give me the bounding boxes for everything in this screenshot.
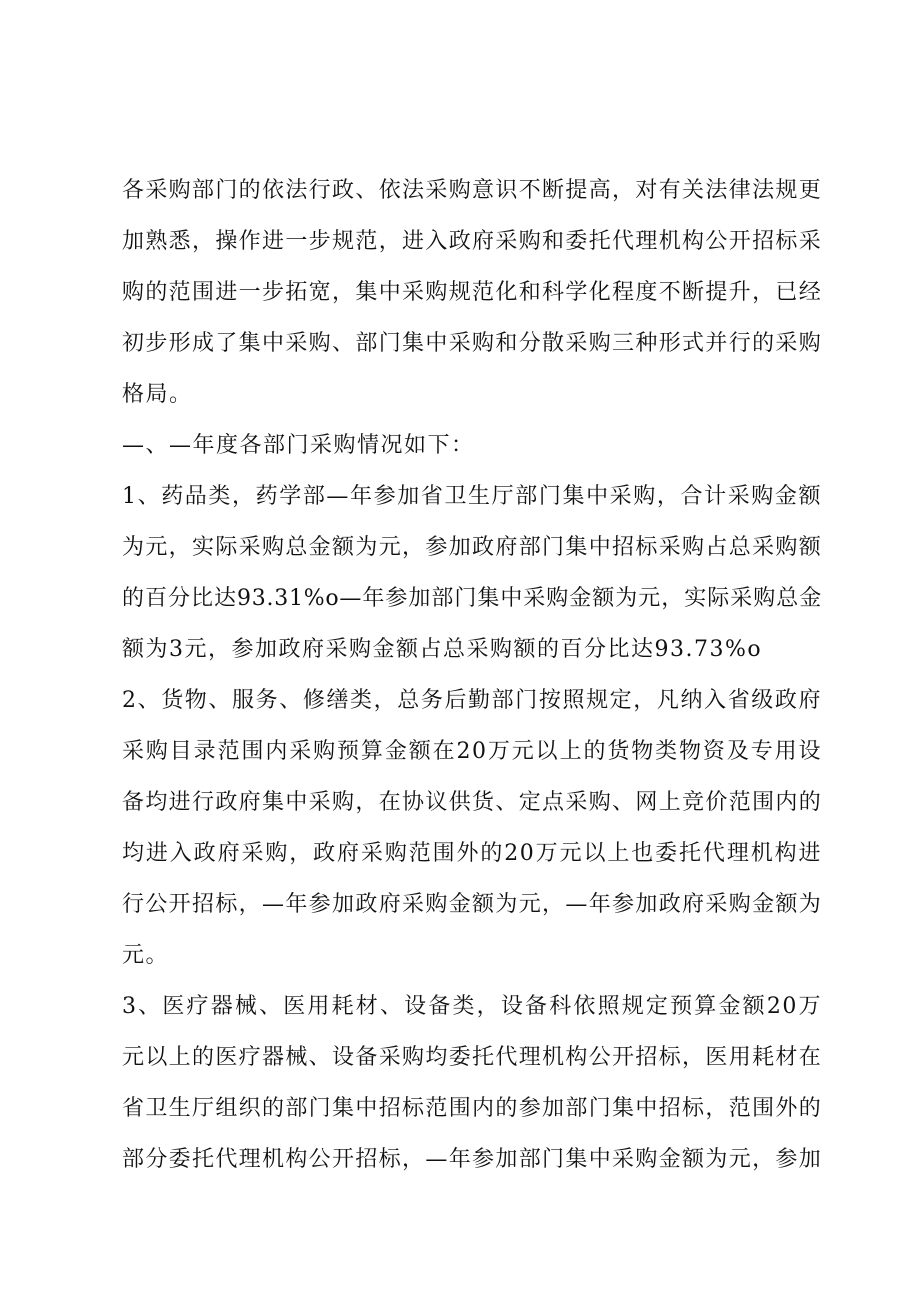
paragraph-line: 各采购部门的依法行政、依法采购意识不断提高，对有关法律法规更 [122, 178, 822, 203]
paragraph-line: 元。 [122, 943, 170, 968]
paragraph-line: 1、药品类，药学部—年参加省卫生厅部门集中采购，合计采购金额 [122, 484, 822, 509]
paragraph-line: 行公开招标，—年参加政府采购金额为元，—年参加政府采购金额为 [122, 892, 822, 917]
paragraph-line: 采购目录范围内采购预算金额在20万元以上的货物类物资及专用设 [122, 739, 822, 764]
paragraph-line: 加熟悉，操作进一步规范，进入政府采购和委托代理机构公开招标采 [122, 229, 822, 254]
paragraph-line: 初步形成了集中采购、部门集中采购和分散采购三种形式并行的采购 [122, 331, 822, 356]
paragraph-line: 均进入政府采购，政府采购范围外的20万元以上也委托代理机构进 [122, 841, 822, 866]
paragraph-line: 为元，实际采购总金额为元，参加政府部门集中招标采购占总采购额 [122, 535, 822, 560]
paragraph-line: 部分委托代理机构公开招标，—年参加部门集中采购金额为元，参加 [122, 1147, 822, 1172]
paragraph-line: 元以上的医疗器械、设备采购均委托代理机构公开招标，医用耗材在 [122, 1045, 822, 1070]
paragraph-line: 格局。 [122, 382, 193, 407]
paragraph-line: 省卫生厅组织的部门集中招标范围内的参加部门集中招标，范围外的 [122, 1096, 822, 1121]
paragraph-line: 额为3元，参加政府采购金额占总采购额的百分比达93.73%o [122, 637, 763, 662]
paragraph-line: 3、医疗器械、医用耗材、设备类，设备科依照规定预算金额20万 [122, 994, 822, 1019]
paragraph-line: 2、货物、服务、修缮类，总务后勤部门按照规定，凡纳入省级政府 [122, 688, 822, 713]
paragraph-line: 的百分比达93.31%o—年参加部门集中采购金额为元，实际采购总金 [122, 586, 822, 611]
section-heading: —、—年度各部门采购情况如下： [122, 433, 475, 458]
paragraph-line: 备均进行政府集中采购，在协议供货、定点采购、网上竞价范围内的 [122, 790, 822, 815]
paragraph-line: 购的范围进一步拓宽，集中采购规范化和科学化程度不断提升，已经 [122, 280, 822, 305]
